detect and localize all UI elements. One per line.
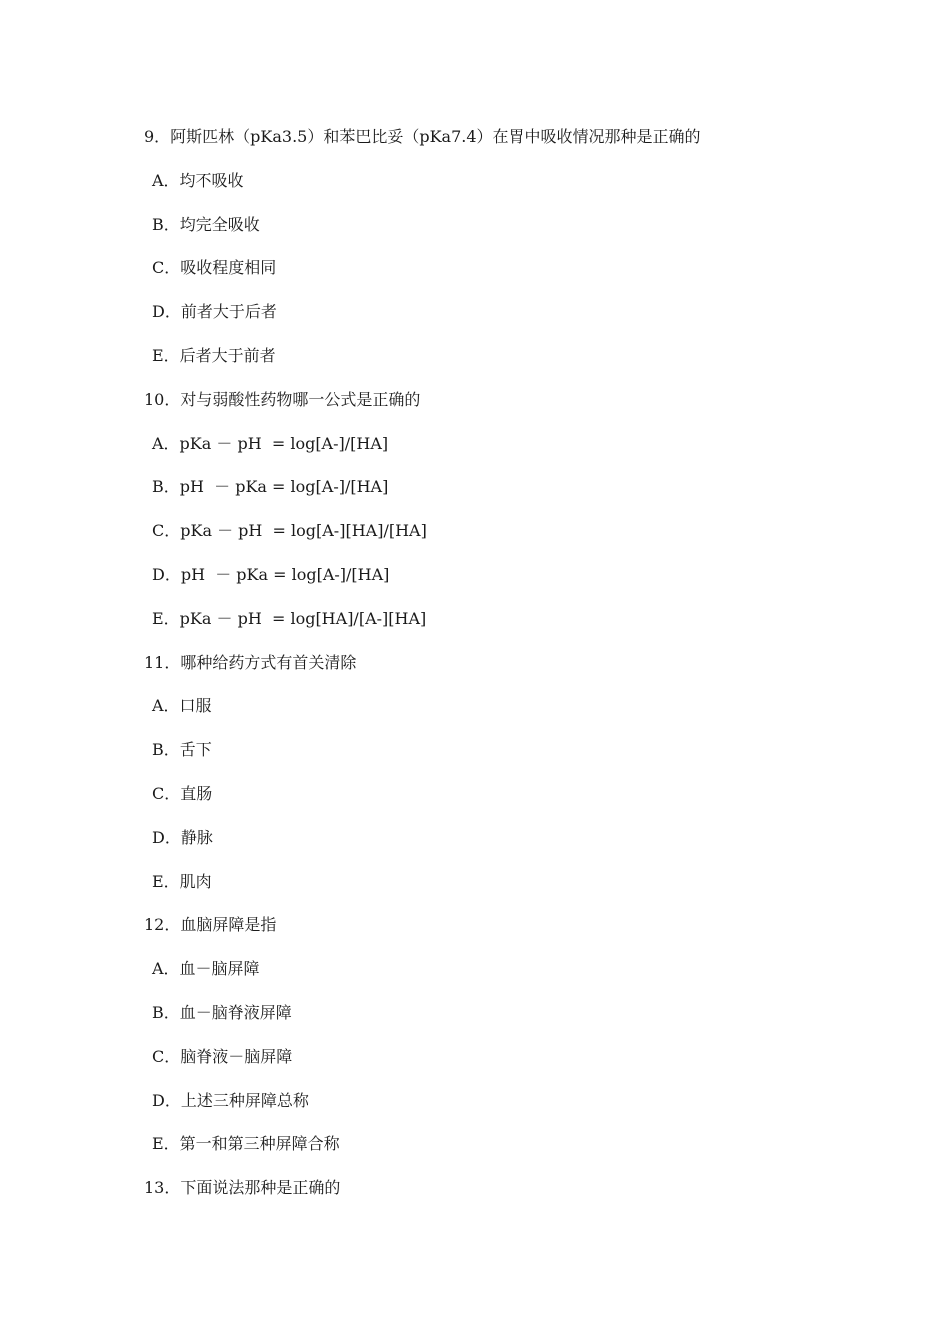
- question-9-option-d: D．前者大于后者: [152, 302, 277, 322]
- question-10-stem: 10．对与弱酸性药物哪一公式是正确的: [144, 389, 421, 409]
- question-12-option-d: D．上述三种屏障总称: [152, 1090, 309, 1110]
- question-12-option-a: A．血－脑屏障: [152, 959, 260, 979]
- question-9-option-b: B．均完全吸收: [152, 214, 260, 234]
- question-11-stem: 11．哪种给药方式有首关清除: [144, 652, 357, 672]
- question-10-option-e: E．pKa － pH = log[HA]/[A-][HA]: [152, 608, 427, 628]
- question-12-stem: 12．血脑屏障是指: [144, 915, 277, 935]
- question-10-option-c: C．pKa － pH = log[A-][HA]/[HA]: [152, 521, 427, 541]
- question-11-option-c: C．直肠: [152, 783, 213, 803]
- question-9-stem: 9．阿斯匹林（pKa3.5）和苯巴比妥（pKa7.4）在胃中吸收情况那种是正确的: [144, 127, 701, 146]
- question-10-option-d: D．pH － pKa = log[A-]/[HA]: [152, 564, 390, 584]
- question-11-option-b: B．舌下: [152, 740, 212, 760]
- question-12-option-c: C．脑脊液－脑屏障: [152, 1046, 293, 1066]
- question-12-option-b: B．血－脑脊液屏障: [152, 1002, 292, 1022]
- question-9-option-a: A．均不吸收: [152, 170, 244, 190]
- question-11-option-d: D．静脉: [152, 827, 213, 847]
- question-list: [144, 124, 844, 1219]
- question-9-option-c: C．吸收程度相同: [152, 258, 277, 278]
- question-10-option-a: A．pKa － pH = log[A-]/[HA]: [152, 433, 389, 453]
- question-13-stem: 13．下面说法那种是正确的: [144, 1178, 341, 1198]
- question-11-option-a: A．口服: [152, 696, 212, 716]
- question-10-option-b: B．pH － pKa = log[A-]/[HA]: [152, 477, 389, 497]
- question-12-option-e: E．第一和第三种屏障合称: [152, 1134, 340, 1154]
- question-9-option-e: E．后者大于前者: [152, 345, 276, 365]
- question-11-option-e: E．肌肉: [152, 871, 212, 891]
